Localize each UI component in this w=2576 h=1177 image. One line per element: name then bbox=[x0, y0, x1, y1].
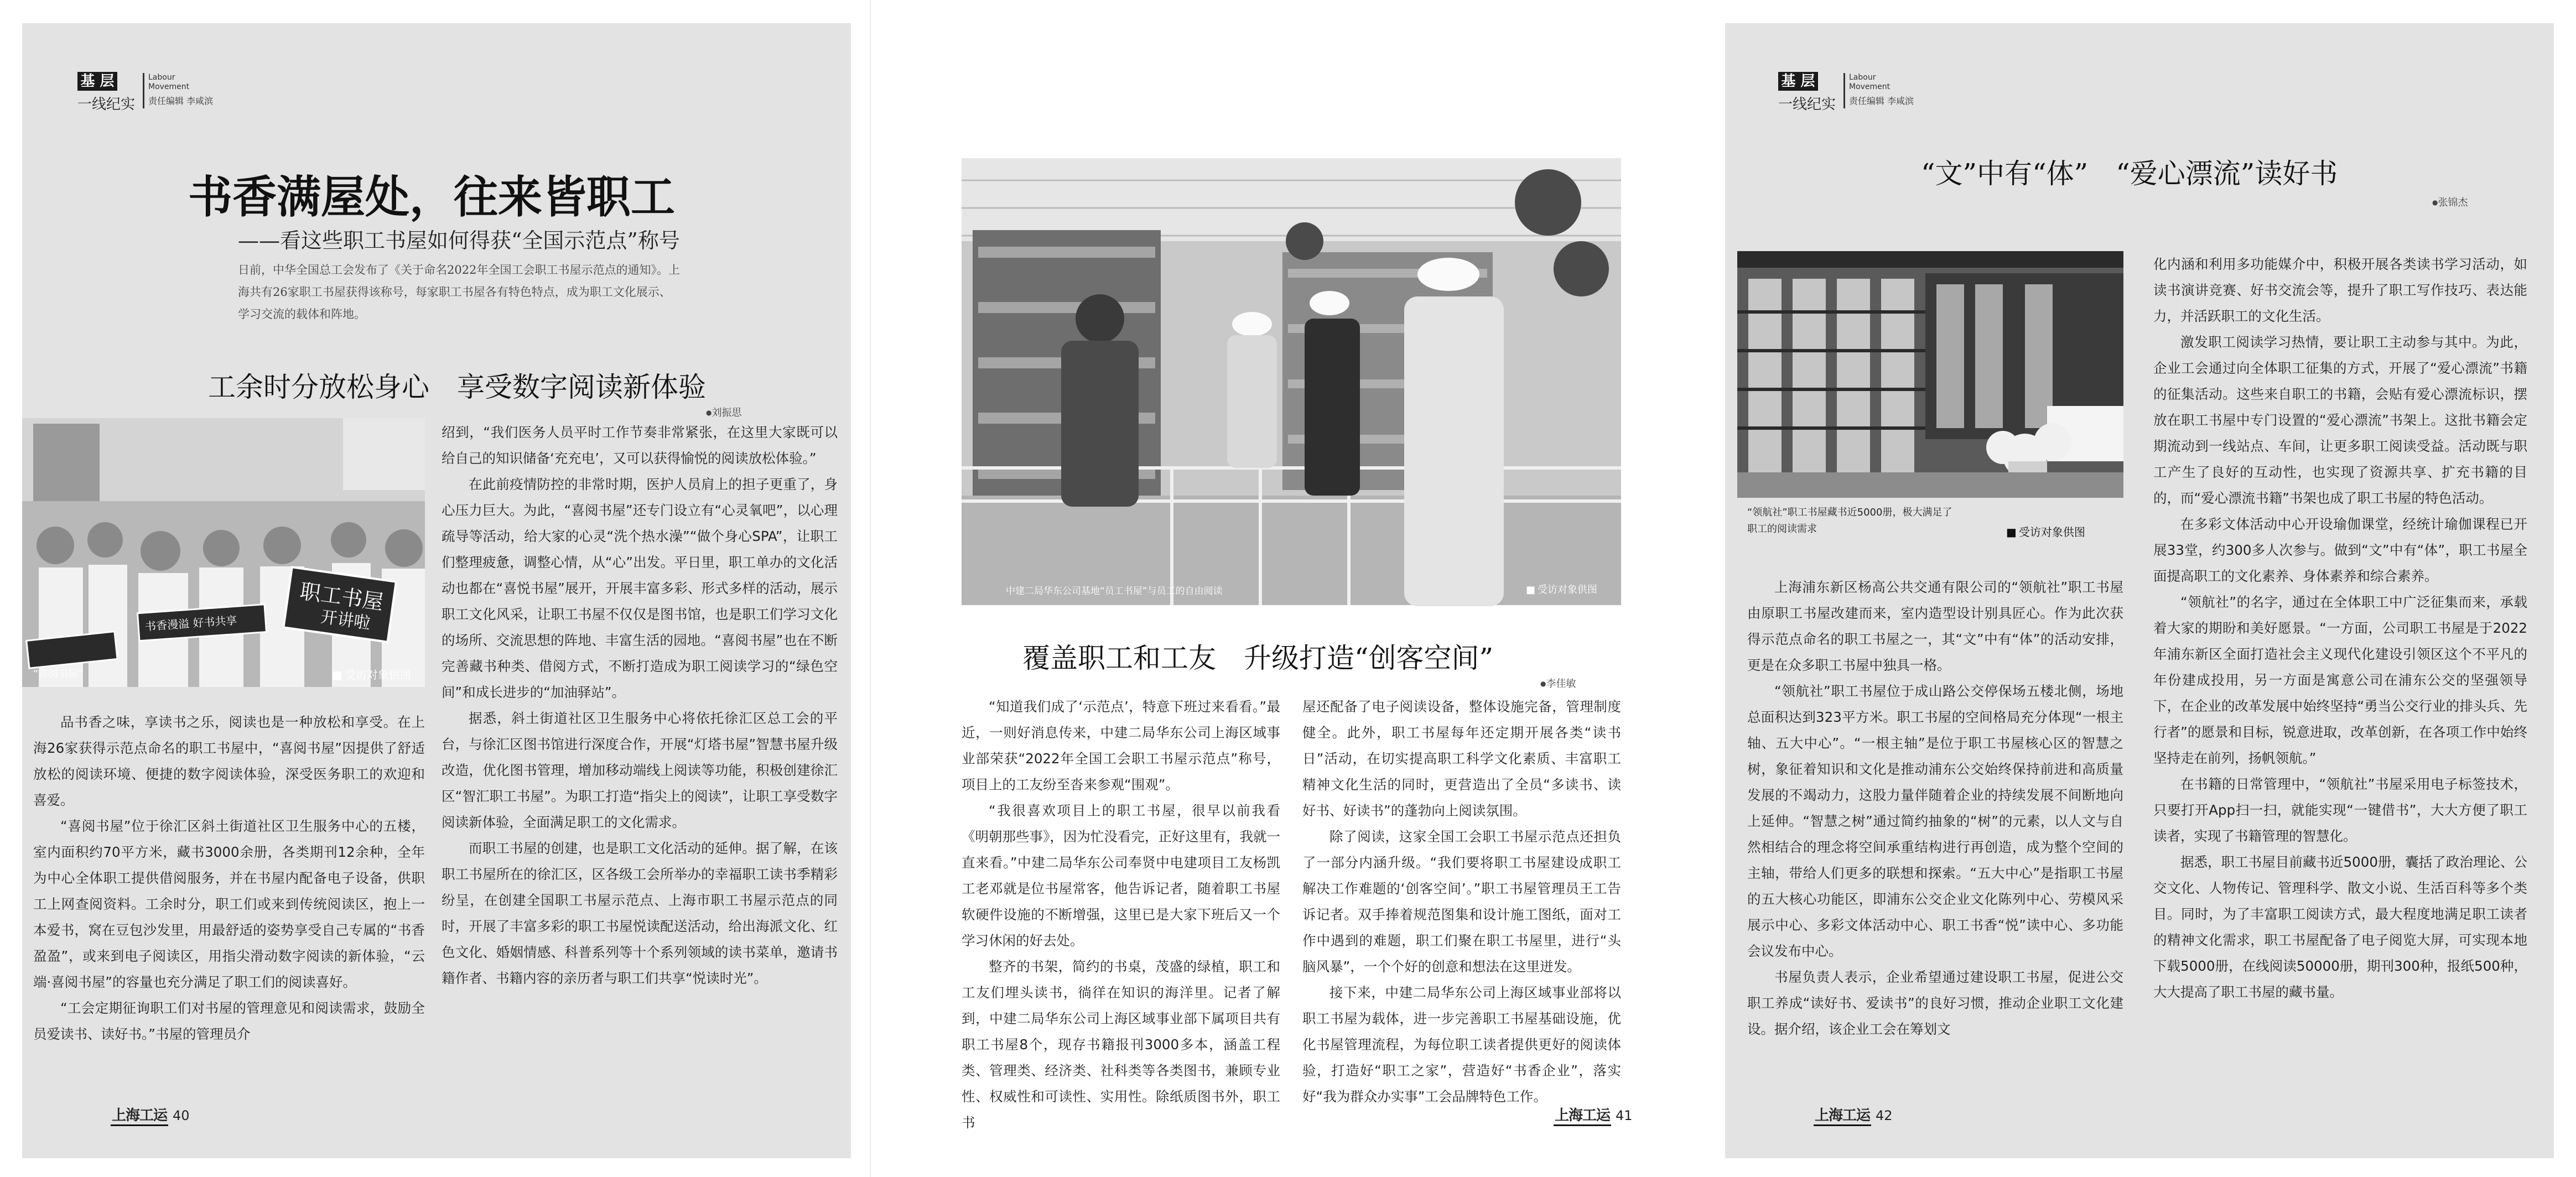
page-40 bbox=[22, 23, 851, 1158]
section-subtitle: 一线纪实 bbox=[1778, 96, 1836, 113]
page-footer bbox=[1554, 1104, 1633, 1126]
paragraph: 整齐的书架，简约的书桌，茂盛的绿植，职工和工友们埋头读书，徜徉在知识的海洋里。记者了解到，中建二局华东公司上海区域事业部下属项目共有职工书屋8个，现存书籍报刊3000多本，涵盖工程类、管理类、经济类、社科类等各类图书，兼顾专业性、权威性和可读性、实用性。除纸质图书外，职工书 bbox=[962, 959, 1280, 1131]
paragraph: “领航社”职工书屋位于成山路公交停保场五楼北侧，场地总面积达到323平方米。职工书屋的空间格局充分体现“一根主轴、五大中心”。“一根主轴”是位于职工书屋核心区的智慧之树，象征着知识和文化是推动浦东公交始终保持前进和高质量发展的不竭动力，这股力量伴随着企业的持续发展不间断地向上延伸。“智慧之树”通过简约抽象的“树”的元素，以人文与自然相结合的理念将空间承重结构进行再创造，成为整个空间的主轴，带给人们更多的联想和探索。“五大中心”是指职工书屋的五大核心功能区，即浦东公交企业文化陈列中心、劳模风采展示中心、多彩文体活动中心、职工书香“悦”读中心、多功能会议发布中心。 bbox=[1747, 683, 2123, 959]
page-gutter bbox=[870, 0, 871, 1177]
editor-credit: 责任编辑 李咸滨 bbox=[148, 96, 214, 106]
byline: ● 刘振思 bbox=[706, 405, 741, 419]
photo-caption: “领航社”职工书屋藏书近5000册，极大满足了职工的阅读需求 bbox=[1747, 507, 1952, 535]
photo-caption: 中建二局华东公司基地“员工书屋”与员工的自由阅读 bbox=[1006, 586, 1223, 597]
paragraph: “我很喜欢项目上的职工书屋，很早以前我看《明朝那些事》，因为忙没看完，正好这里有，我就一直来看。”中建二局华东公司奉贤中电建项目工友杨凯工老邓就是位书屋常客，他告诉记者，随着职工书屋软硬件设施的不断增强，这里已是大家下班后又一个学习休闲的好去处。 bbox=[962, 803, 1280, 949]
article-column bbox=[442, 419, 838, 1089]
reading-room-photo bbox=[22, 418, 425, 687]
article-title: 书香满屋处，往来皆职工 bbox=[188, 171, 675, 223]
page-number: 42 bbox=[1876, 1108, 1893, 1123]
paragraph: 在多彩文体活动中心开设瑜伽课堂，经统计瑜伽课程已开展33堂，约300多人次参与。做到“文”中有“体”，职工书屋全面提高职工的文化素养、身体素养和综合素养。 bbox=[2153, 516, 2527, 584]
paragraph: 在书籍的日常管理中，“领航社”书屋采用电子标签技术，只要打开App扫一扫，就能实现“一键借书”，大大方便了职工读者，实现了书籍管理的智慧化。 bbox=[2153, 776, 2527, 844]
article-column bbox=[962, 694, 1280, 1131]
paragraph: “喜阅书屋”位于徐汇区斜土街道社区卫生服务中心的五楼，室内面积约70平方米，藏书3000余册，各类期刊12余种，全年为中心全体职工提供借阅服务，并在书屋内配备电子设备，供职工上网查阅资料。工余时分，职工们或来到传统阅读区，抱上一本爱书，窝在豆包沙发里，用最舒适的姿势享受自己专属的“书香盈盈”，或来到电子阅读区，用指尖滑动数字阅读的新体验，“云端·喜阅书屋”的容量也充分满足了职工们的阅读喜好。 bbox=[33, 818, 425, 990]
page-footer bbox=[111, 1104, 190, 1126]
paragraph: “工会定期征询职工们对书屋的管理意见和阅读需求，鼓励全员爱读书、读好书。”书屋的管理员介 bbox=[33, 1000, 425, 1042]
editor-credit: 责任编辑 李咸滨 bbox=[1849, 96, 1914, 106]
paragraph: 屋还配备了电子阅读设备，整体设施完备，管理制度健全。此外，职工书屋每年还定期开展各类“读书日”活动，在切实提高职工科学文化素质、丰富职工精神文化生活的同时，更营造出了全员“多读书、读好书、好读书”的蓬勃向上阅读氛围。 bbox=[1302, 699, 1621, 819]
photo-sign-text: 书香漫溢 好书共享 bbox=[144, 613, 238, 633]
paragraph: 绍到，“我们医务人员平时工作节奏非常紧张，在这里大家既可以给自己的知识储备‘充充电’，又可以获得愉悦的阅读放松体验。” bbox=[442, 424, 838, 466]
article-column bbox=[1302, 694, 1621, 1114]
paragraph: 接下来，中建二局华东公司上海区域事业部将以职工书屋为载体，进一步完善职工书屋基础设施，优化书屋管理流程，为每位职工读者提供更好的阅读体验，打造好“职工之家”，营造好“书香企业”，落实好“我为群众办实事”工会品牌特色工作。 bbox=[1302, 985, 1621, 1105]
section-title: 工余时分放松身心 享受数字阅读新体验 bbox=[208, 371, 706, 403]
photo-caption: “喜阅书屋” bbox=[33, 668, 84, 680]
photo-sign-text: 开讲啦 bbox=[319, 607, 372, 634]
bookstore-photo bbox=[1737, 251, 2123, 498]
section-tag: 基 层 bbox=[77, 72, 117, 91]
article-subtitle: ——看这些职工书屋如何得获“全国示范点”称号 bbox=[238, 228, 680, 253]
construction-reading-photo bbox=[962, 158, 1621, 605]
paragraph: 激发职工阅读学习热情，要让职工主动参与其中。为此，企业工会通过向全体职工征集的方式，开展了“爱心漂流”书籍的征集活动。这些来自职工的书籍，会贴有爱心漂流标识，摆放在职工书屋中专门设置的“爱心漂流”书架上。这批书籍会定期流动到一线站点、车间，让更多职工阅读受益。活动既与职工产生了良好的互动性，也实现了资源共享、扩充书籍的目的，而“爱心漂流书籍”书架也成了职工书屋的特色活动。 bbox=[2153, 334, 2527, 506]
magazine-logo: 上海工运 bbox=[1554, 1104, 1611, 1126]
page-number: 40 bbox=[173, 1108, 190, 1123]
paragraph: “知道我们成了‘示范点’，特意下班过来看看。”最近，一则好消息传来，中建二局华东公司上海区域事业部荣获“2022年全国工会职工书屋示范点”称号，项目上的工友纷至沓来参观“围观”。 bbox=[962, 699, 1280, 793]
paragraph: 化内涵和利用多功能媒介中，积极开展各类读书学习活动，如读书演讲竞赛、好书交流会等，提升了职工写作技巧、表达能力，并活跃职工的文化生活。 bbox=[2153, 256, 2527, 324]
page-footer bbox=[1814, 1104, 1893, 1126]
section-subtitle: 一线纪实 bbox=[77, 96, 136, 113]
section-tag: 基 层 bbox=[1778, 72, 1818, 91]
magazine-logo: 上海工运 bbox=[1814, 1104, 1871, 1126]
paragraph: 除了阅读，这家全国工会职工书屋示范点还担负了一部分内涵升级。“我们要将职工书屋建设成职工解决工作难题的‘创客空间’。”职工书屋管理员王工告诉记者。双手捧着规范图集和设计施工图纸，面对工作中遇到的难题，职工们聚在职工书屋里，进行“头脑风暴”，一个个好的创意和想法在这里迸发。 bbox=[1302, 829, 1621, 975]
header-divider bbox=[143, 73, 144, 108]
section-title: 覆盖职工和工友 升级打造“创客空间” bbox=[1022, 642, 1494, 674]
paragraph: 在此前疫情防控的非常时期，医护人员肩上的担子更重了，身心压力巨大。为此，“喜阅书屋”还专门设立有“心灵氧吧”，以心理疏导等活动，给大家的心灵“洗个热水澡”“做个身心SPA”，让职工们整理疲惫，调整心情，从“心”出发。平日里，职工单办的文化活动也都在“喜悦书屋”展开，开展丰富多彩、形式多样的活动，展示职工文化风采，让职工书屋不仅仅是图书馆，也是职工们学习文化的场所、交流思想的阵地、丰富生活的园地。“喜阅书屋”也在不断完善藏书种类、借阅方式，不断打造成为职工阅读学习的“绿色空间”和成长进步的“加油驿站”。 bbox=[442, 476, 838, 700]
article-column bbox=[33, 709, 425, 1085]
photo-credit: ■ 受访对象供图 bbox=[1526, 582, 1597, 596]
section-title: “文”中有“体” “爱心漂流”读好书 bbox=[1921, 158, 2338, 190]
byline: ● 李佳敏 bbox=[1540, 676, 1576, 690]
paragraph: “领航社”的名字，通过在全体职工中广泛征集而来，承载着大家的期盼和美好愿景。“一方面，公司职工书屋是于2022年浦东新区全面打造社会主义现代化建设引领区这个不平凡的年份建成投用，另一方面是寓意公司在浦东公交的坚强领导下，在企业的改革发展中始终坚持“勇当公交行业的排头兵、先行者”的愿景和目标，锐意进取，改革创新，在各项工作中始终坚持走在前列，扬帆领航。” bbox=[2153, 594, 2527, 766]
photo-sign-text: 职工书屋 bbox=[298, 579, 385, 615]
page-42 bbox=[1725, 23, 2554, 1158]
photo-credit: ■ 受访对象供图 bbox=[332, 666, 411, 682]
page-number: 41 bbox=[1616, 1108, 1633, 1123]
header-divider bbox=[1843, 73, 1845, 108]
paragraph: 书屋负责人表示，企业希望通过建设职工书屋，促进公交职工养成“读好书、爱读书”的良好习惯，推动企业职工文化建设。据介绍，该企业工会在筹划文 bbox=[1747, 969, 2123, 1037]
article-column bbox=[1747, 574, 2123, 1089]
photo-credit: ■ 受访对象供图 bbox=[2006, 523, 2085, 539]
paragraph: 据悉，职工书屋目前藏书近5000册，囊括了政治理论、公交文化、人物传记、管理科学、散文小说、生活百科等多个类目。同时，为了丰富职工阅读方式，最大程度地满足职工读者的精神文化需求，职工书屋配备了电子阅览大屏，可实现本地下载5000册，在线阅读50000册，期刊300种，报纸500种，大大提高了职工书屋的藏书量。 bbox=[2153, 854, 2527, 1000]
page-41 bbox=[884, 23, 1708, 1158]
section-english: Labour Movement bbox=[148, 73, 190, 91]
article-column bbox=[2153, 251, 2527, 1089]
paragraph: 上海浦东新区杨高公共交通有限公司的“领航社”职工书屋由原职工书屋改建而来，室内造型设计别具匠心。作为此次获得示范点命名的职工书屋之一，其“文”中有“体”的活动安排，更是在众多职工书屋中独具一格。 bbox=[1747, 579, 2123, 673]
article-intro: 日前，中华全国总工会发布了《关于命名2022年全国工会职工书屋示范点的通知》。上海共有26家职工书屋获得该称号，每家职工书屋各有特色特点，成为职工文化展示、学习交流的载体和阵地。 bbox=[238, 263, 680, 321]
magazine-logo: 上海工运 bbox=[111, 1104, 168, 1126]
byline: ● 张锦杰 bbox=[2432, 195, 2468, 209]
paragraph: 据悉，斜土街道社区卫生服务中心将依托徐汇区总工会的平台，与徐汇区图书馆进行深度合作，开展“灯塔书屋”智慧书屋升级改造，优化图书管理，增加移动端线上阅读等功能，积极创建徐汇区“智汇职工书屋”。为职工打造“指尖上的阅读”，让职工享受数字阅读新体验，全面满足职工的文化需求。 bbox=[442, 710, 838, 830]
paragraph: 而职工书屋的创建，也是职工文化活动的延伸。据了解，在该职工书屋所在的徐汇区，区各级工会所举办的幸福职工读书季精彩纷呈，在创建全国职工书屋示范点、上海市职工书屋示范点的同时，开展了丰富多彩的职工书屋悦读配送活动，给出海派文化、红色文化、婚姻情感、科普系列等十个系列领域的读书菜单，邀请书籍作者、书籍内容的亲历者与职工们共享“悦读时光”。 bbox=[442, 840, 838, 986]
paragraph: 品书香之味，享读书之乐，阅读也是一种放松和享受。在上海26家获得示范点命名的职工书屋中，“喜阅书屋”因提供了舒适放松的阅读环境、便捷的数字阅读体验，深受医务职工的欢迎和喜爱。 bbox=[33, 714, 425, 808]
section-english: Labour Movement bbox=[1849, 73, 1891, 91]
